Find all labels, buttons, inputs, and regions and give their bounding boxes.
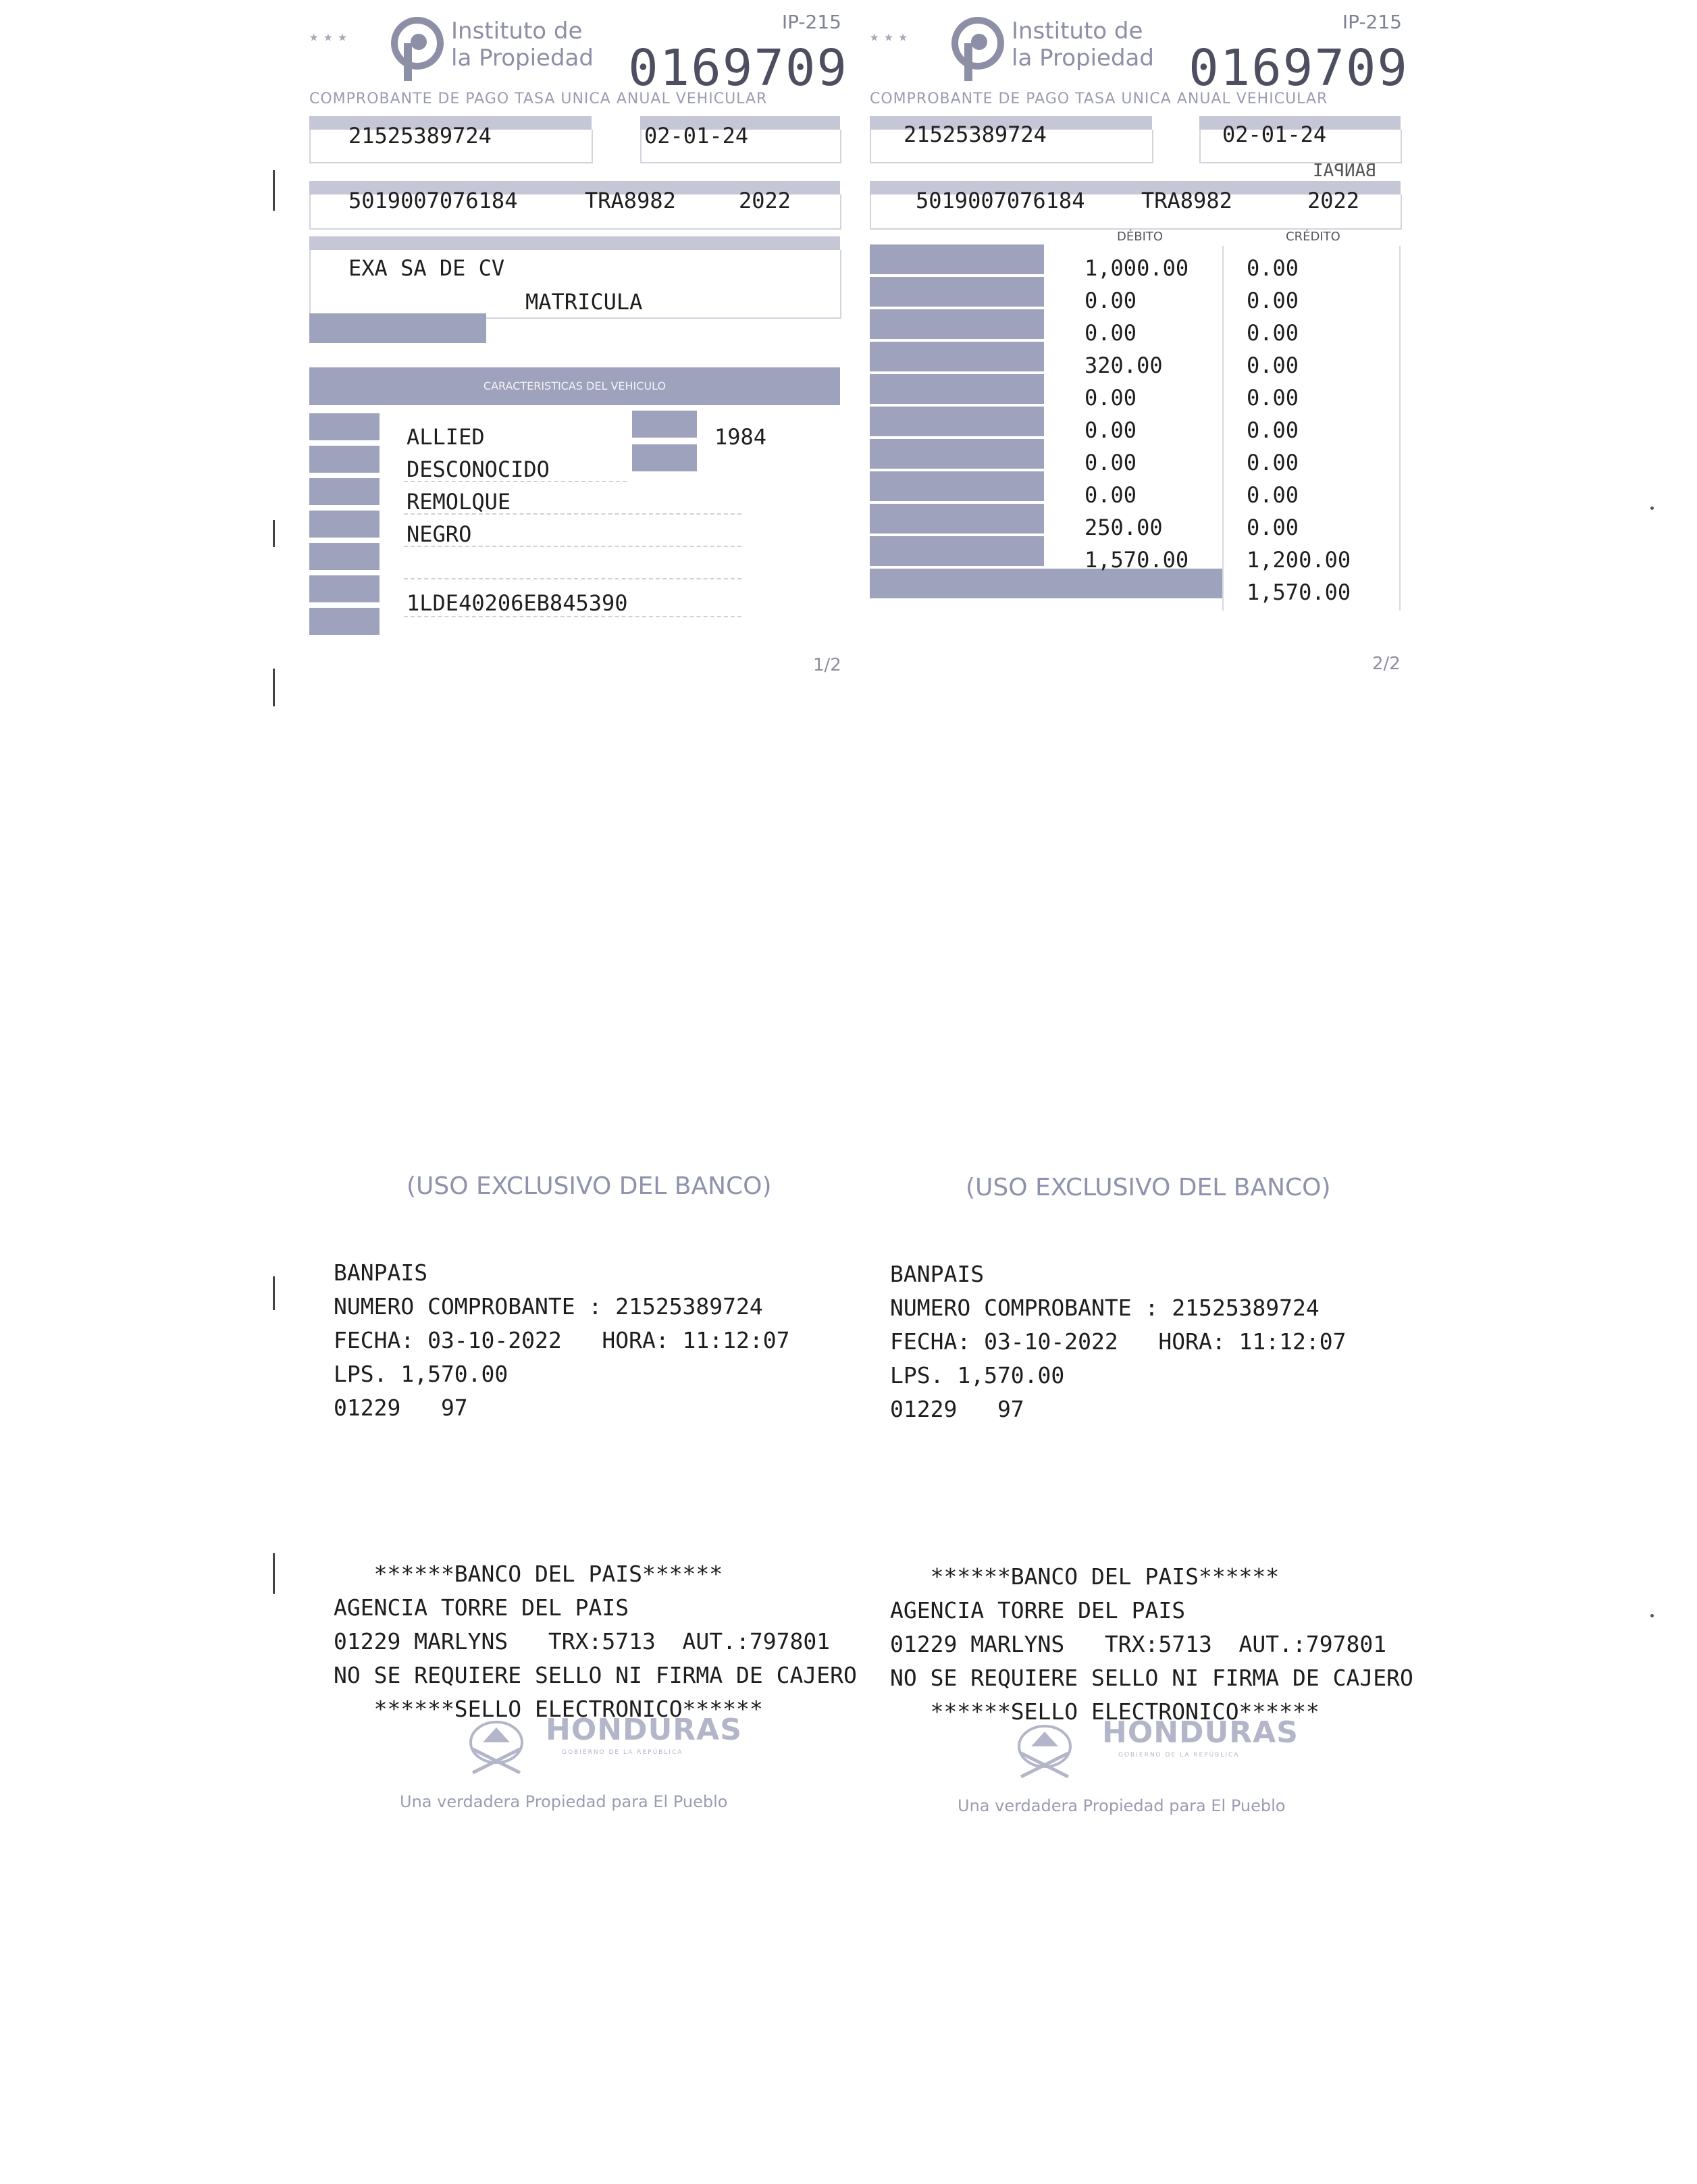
underline: [404, 546, 741, 547]
form-code: IP-215: [1342, 11, 1402, 33]
row-label-tasa: [870, 244, 1044, 274]
folio-number: 0169709: [628, 39, 848, 97]
scan-speck: [1650, 506, 1654, 510]
row-label-contribucion: [870, 439, 1044, 469]
receipt-subtitle: COMPROBANTE DE PAGO TASA UNICA ANUAL VEHICULAR: [309, 90, 768, 107]
page-number: 2/2: [1372, 654, 1401, 674]
receipt-line: ******BANCO DEL PAIS******: [334, 1561, 723, 1587]
total-pagado-value: 1,570.00: [1247, 579, 1351, 605]
debit-value: 0.00: [1085, 417, 1137, 443]
tipo-value: REMOLQUE: [407, 489, 511, 515]
underline: [404, 578, 741, 579]
debit-value: 0.00: [1085, 450, 1137, 475]
receipt-subtitle: COMPROBANTE DE PAGO TASA UNICA ANUAL VEHICULAR: [870, 90, 1328, 107]
scan-speck: [1650, 1614, 1654, 1617]
receipt-line: 01229 97: [890, 1396, 1024, 1422]
row-label-total-pagado: [870, 569, 1222, 598]
receipt-line: FECHA: 03-10-2022 HORA: 11:12:07: [890, 1328, 1347, 1355]
vin-label: [309, 608, 380, 635]
receipt-line: AGENCIA TORRE DEL PAIS: [890, 1597, 1186, 1623]
tipo-label: [309, 478, 380, 505]
date-value: 02-01-24: [1222, 122, 1327, 147]
vehicle-section-header: CARACTERISTICAS DEL VEHICULO: [309, 367, 840, 405]
underline: [404, 616, 741, 617]
owner-value: EXA SA DE CV: [348, 255, 505, 281]
scan-mark: [273, 520, 275, 547]
marca-label: [309, 413, 380, 440]
scan-mark: [273, 170, 275, 211]
receipt-line: NO SE REQUIERE SELLO NI FIRMA DE CAJERO: [890, 1665, 1413, 1691]
marca-value: ALLIED: [407, 424, 485, 450]
stars-decoration: ★★★: [870, 28, 913, 45]
row-label-valor-placa: [870, 504, 1044, 534]
modelo-label: [309, 446, 380, 473]
debit-value: 1,570.00: [1085, 547, 1189, 573]
gobierno-caption: GOBIERNO DE LA REPÚBLICA: [1118, 1752, 1240, 1759]
anio-value: 1984: [714, 424, 767, 450]
credit-value: 0.00: [1247, 515, 1299, 540]
receipt-line: BANPAIS: [890, 1261, 985, 1287]
color-value: NEGRO: [407, 521, 472, 547]
operation-label: [309, 313, 486, 343]
receipt-line: 01229 MARLYNS TRX:5713 AUT.:797801: [334, 1628, 831, 1655]
underline: [404, 481, 627, 482]
placa-value: TRA8982: [585, 188, 676, 213]
operation-value: MATRICULA: [525, 289, 643, 315]
scan-mark: [273, 1553, 275, 1594]
credit-value: 0.00: [1247, 417, 1299, 443]
receipt-line: NUMERO COMPROBANTE : 21525389724: [334, 1293, 763, 1320]
receipt-line: LPS. 1,570.00: [890, 1362, 1065, 1388]
ticket-page-2: [870, 8, 1409, 683]
identificacion-value: 5019007076184: [916, 188, 1085, 213]
credit-value: 0.00: [1247, 320, 1299, 346]
credit-value: 0.00: [1247, 385, 1299, 411]
brand-line-2: la Propiedad: [1012, 45, 1154, 72]
credit-value: 0.00: [1247, 450, 1299, 475]
row-label-total: [870, 536, 1044, 566]
row-label-saldo-contribucion: [870, 471, 1044, 501]
brand-line-2: la Propiedad: [451, 45, 594, 72]
receipt-line: ******BANCO DEL PAIS******: [890, 1563, 1280, 1590]
row-label-multa: [870, 277, 1044, 307]
receipt-line: BANPAIS: [334, 1259, 428, 1286]
debit-value: 1,000.00: [1085, 255, 1189, 281]
receipt-line: 01229 97: [334, 1395, 468, 1421]
comprobante-value: 21525389724: [348, 123, 492, 149]
receipt-line: NO SE REQUIERE SELLO NI FIRMA DE CAJERO: [334, 1662, 857, 1688]
motor-label: [309, 543, 380, 570]
scan-mark: [273, 1276, 275, 1310]
year-value: 2022: [739, 188, 791, 213]
debit-value: 0.00: [1085, 482, 1137, 508]
form-code: IP-215: [781, 11, 841, 33]
credit-value: 0.00: [1247, 255, 1299, 281]
credit-header: CRÉDITO: [1286, 230, 1340, 244]
receipt-line: FECHA: 03-10-2022 HORA: 11:12:07: [334, 1327, 790, 1353]
propiedad-logo-icon: [390, 16, 444, 84]
credit-value: 1,200.00: [1247, 547, 1351, 573]
bank-use-title: (USO EXCLUSIVO DEL BANCO): [966, 1174, 1331, 1201]
anio-label: [632, 411, 697, 438]
brand-line-1: Instituto de: [1012, 18, 1143, 45]
bank-use-title: (USO EXCLUSIVO DEL BANCO): [407, 1172, 772, 1200]
color-label: [309, 511, 380, 538]
bank-stamp-mark: BANPAI: [1313, 161, 1376, 181]
credit-value: 0.00: [1247, 482, 1299, 508]
receipt-line: AGENCIA TORRE DEL PAIS: [334, 1594, 629, 1621]
folio-number: 0169709: [1189, 39, 1409, 97]
row-label-saldo-municipal: [870, 407, 1044, 436]
row-label-tasa-municipal: [870, 342, 1044, 371]
debit-value: 250.00: [1085, 515, 1163, 540]
ticket-page-1: [309, 8, 848, 683]
honduras-wordmark: HONDURAS: [1102, 1715, 1299, 1750]
debit-value: 0.00: [1085, 385, 1137, 411]
column-divider: [1222, 246, 1224, 610]
row-label-multa-municipal: [870, 374, 1044, 404]
vin-value: 1LDE40206EB845390: [407, 590, 628, 616]
receipt-line: NUMERO COMPROBANTE : 21525389724: [890, 1295, 1320, 1321]
slogan: Una verdadera Propiedad para El Pueblo: [958, 1796, 1286, 1815]
year-value: 2022: [1307, 188, 1360, 213]
chasis-label: [309, 575, 380, 602]
debit-value: 0.00: [1085, 320, 1137, 346]
slogan: Una verdadera Propiedad para El Pueblo: [400, 1792, 728, 1811]
stars-decoration: ★★★: [309, 28, 353, 45]
scan-mark: [273, 669, 275, 706]
cil-label: [632, 444, 697, 471]
page-number: 1/2: [813, 655, 841, 675]
underline: [404, 513, 741, 515]
debit-header: DÉBITO: [1117, 230, 1164, 244]
placa-value: TRA8982: [1141, 188, 1232, 213]
receipt-line: ******SELLO ELECTRONICO******: [334, 1696, 763, 1722]
receipt-line: LPS. 1,570.00: [334, 1361, 508, 1387]
comprobante-value: 21525389724: [904, 122, 1047, 147]
receipt-line: 01229 MARLYNS TRX:5713 AUT.:797801: [890, 1631, 1387, 1657]
column-divider: [1399, 246, 1401, 610]
identificacion-value: 5019007076184: [348, 188, 518, 213]
owner-label-bar: [309, 236, 840, 250]
propiedad-logo-icon: [951, 16, 1005, 84]
receipt-line: ******SELLO ELECTRONICO******: [890, 1698, 1320, 1725]
modelo-value: DESCONOCIDO: [407, 457, 550, 482]
honduras-wordmark: HONDURAS: [546, 1713, 742, 1747]
brand-line-1: Instituto de: [451, 18, 583, 45]
honduras-emblem-icon: [1008, 1713, 1082, 1787]
credit-value: 0.00: [1247, 353, 1299, 378]
credit-value: 0.00: [1247, 288, 1299, 313]
gobierno-caption: GOBIERNO DE LA REPÚBLICA: [562, 1749, 683, 1756]
honduras-emblem-icon: [459, 1709, 533, 1783]
debit-value: 320.00: [1085, 353, 1163, 378]
row-label-saldos: [870, 309, 1044, 339]
date-value: 02-01-24: [644, 123, 749, 149]
debit-value: 0.00: [1085, 288, 1137, 313]
